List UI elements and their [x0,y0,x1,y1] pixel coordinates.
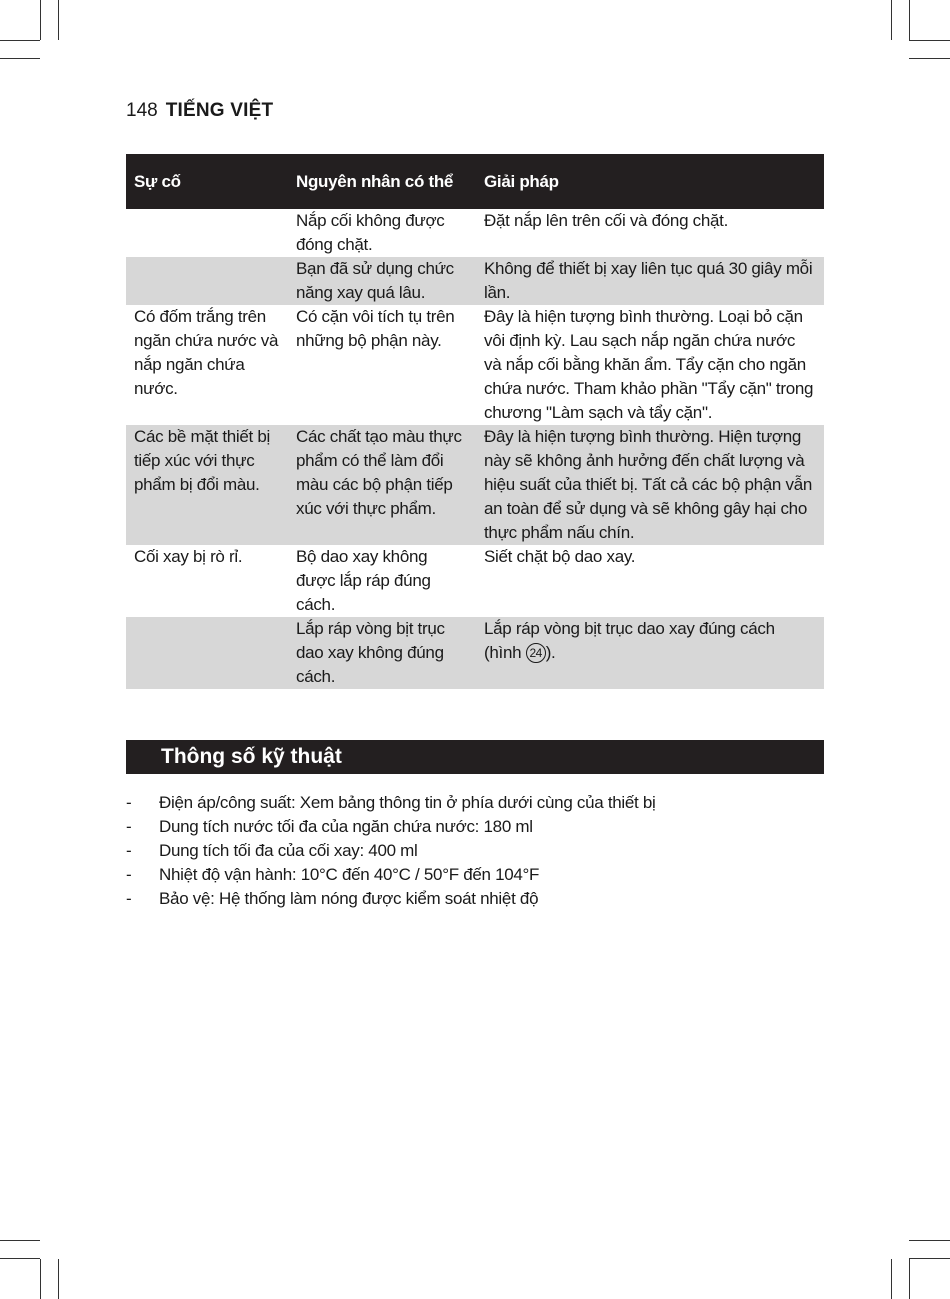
list-item [126,839,824,863]
table-row [126,305,824,425]
table-row [126,545,824,617]
problem-cell: Các bề mặt thiết bị tiếp xúc với thực phẩm bị đổi màu. [126,425,288,545]
spec-text: Bảo vệ: Hệ thống làm nóng được kiểm soát nhiệt độ [159,889,539,908]
list-item [126,791,824,815]
page-number: 148 [126,100,158,121]
problem-cell [126,257,288,305]
solution-cell: Đây là hiện tượng bình thường. Loại bỏ cặn vôi định kỳ. Lau sạch nắp ngăn chứa nước và nắp cối bằng khăn ẩm. Tẩy cặn cho ngăn chứa nước. Tham khảo phần "Tẩy cặn" trong chương "Làm sạch và tẩy cặn". [484,307,814,422]
solution-cell: Không để thiết bị xay liên tục quá 30 giây mỗi lần. [476,257,824,305]
cause-cell: Nắp cối không được đóng chặt. [296,211,445,254]
solution-text: Lắp ráp vòng bịt trục dao xay đúng cách (hình [484,619,775,662]
bullet-dash: - [126,865,132,884]
table-row [126,425,824,545]
column-header-cause: Nguyên nhân có thể [288,154,476,209]
troubleshooting-table [126,154,824,689]
bullet-dash: - [126,841,132,860]
table-row [126,617,824,689]
cause-cell: Các chất tạo màu thực phẩm có thể làm đổi màu các bộ phận tiếp xúc với thực phẩm. [288,425,476,545]
specs-list [126,791,824,911]
list-item [126,815,824,839]
spec-text: Điện áp/công suất: Xem bảng thông tin ở phía dưới cùng của thiết bị [159,793,656,812]
table-row [126,209,824,257]
solution-cell [476,617,824,689]
bullet-dash: - [126,889,132,908]
spec-text: Nhiệt độ vận hành: 10°C đến 40°C / 50°F đến 104°F [159,865,540,884]
cause-cell: Có cặn vôi tích tụ trên những bộ phận này. [296,307,455,350]
column-header-problem: Sự cố [126,154,288,209]
cause-cell: Lắp ráp vòng bịt trục dao xay không đúng cách. [288,617,476,689]
table-header-row [126,154,824,209]
problem-cell: Cối xay bị rò rỉ. [134,547,243,566]
solution-suffix: ). [545,643,556,662]
bullet-dash: - [126,793,132,812]
table-row [126,257,824,305]
column-header-solution: Giải pháp [476,154,824,209]
cause-cell: Bạn đã sử dụng chức năng xay quá lâu. [288,257,476,305]
spec-text: Dung tích nước tối đa của ngăn chứa nước: 180 ml [159,817,533,836]
list-item [126,863,824,887]
solution-cell: Siết chặt bộ dao xay. [484,547,636,566]
figure-reference-badge: 24 [526,643,546,663]
cause-cell: Bộ dao xay không được lắp ráp đúng cách. [296,547,431,614]
problem-cell: Có đốm trắng trên ngăn chứa nước và nắp ngăn chứa nước. [134,307,279,398]
problem-cell [126,209,288,257]
problem-cell [126,617,288,689]
section-language-title: TIẾNG VIỆT [165,100,274,121]
page-header [126,98,273,124]
list-item [126,887,824,911]
spec-text: Dung tích tối đa của cối xay: 400 ml [159,841,418,860]
solution-cell: Đây là hiện tượng bình thường. Hiện tượng này sẽ không ảnh hưởng đến chất lượng và hiệu suất của thiết bị. Tất cả các bộ phận vẫn an toàn để sử dụng và sẽ không gây hại cho thực phẩm nấu chín. [476,425,824,545]
bullet-dash: - [126,817,132,836]
solution-cell: Đặt nắp lên trên cối và đóng chặt. [484,211,729,230]
specs-section-title: Thông số kỹ thuật [126,740,824,774]
